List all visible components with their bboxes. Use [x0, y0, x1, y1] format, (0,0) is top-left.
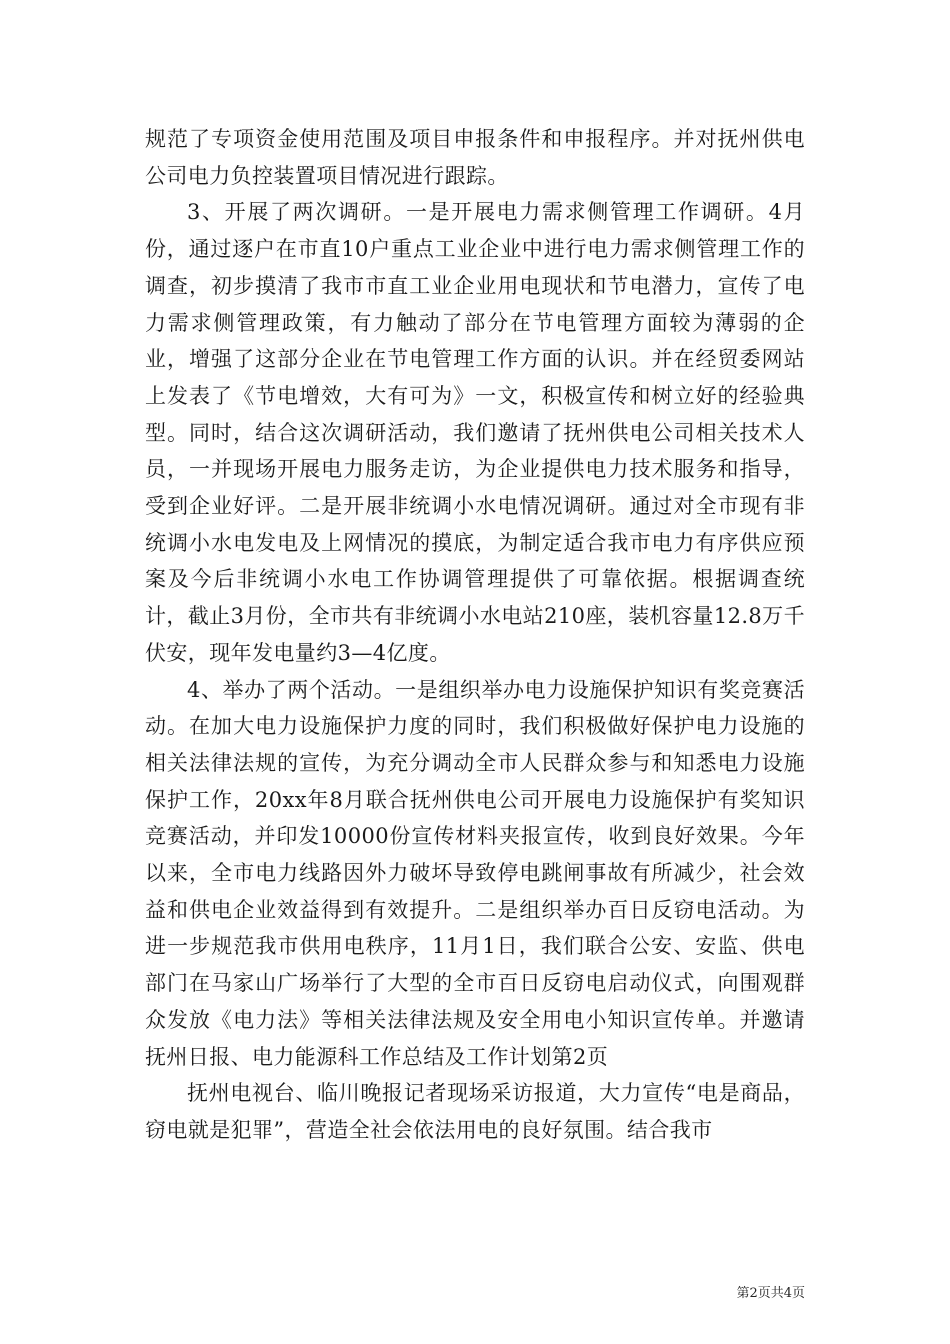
- document-body: [145, 121, 805, 1149]
- paragraph-4: 抚州电视台、临川晚报记者现场采访报道，大力宣传“电是商品，窃电就是犯罪”，营造全社会依法用电的良好氛围。结合我市: [145, 1081, 805, 1142]
- paragraph-3: 4、举办了两个活动。一是组织举办电力设施保护知识有奖竞赛活动。在加大电力设施保护力度的同时，我们积极做好保护电力设施的相关法律法规的宣传，为充分调动全市人民群众参与和知悉电力设施保护工作，20xx年8月联合抚州供电公司开展电力设施保护有奖知识竞赛活动，并印发10000份宣传材料夹报宣传，收到良好效果。今年以来，全市电力线路因外力破坏导致停电跳闸事故有所减少，社会效益和供电企业效益得到有效提升。二是组织举办百日反窃电活动。为进一步规范我市供用电秩序，11月1日，我们联合公安、安监、供电部门在马家山广场举行了大型的全市百日反窃电启动仪式，向围观群众发放《电力法》等相关法律法规及安全用电小知识宣传单。并邀请抚州日报、电力能源科工作总结及工作计划第2页: [145, 677, 805, 1069]
- paragraph-1: 规范了专项资金使用范围及项目申报条件和申报程序。并对抚州供电公司电力负控装置项目情况进行跟踪。: [145, 127, 805, 188]
- page-number-footer: 第2页共4页: [736, 1286, 805, 1301]
- paragraph-2: 3、开展了两次调研。一是开展电力需求侧管理工作调研。4月份，通过逐户在市直10户重点工业企业中进行电力需求侧管理工作的调查，初步摸清了我市市直工业企业用电现状和节电潜力，宣传了电力需求侧管理政策，有力触动了部分在节电管理方面较为薄弱的企业，增强了这部分企业在节电管理工作方面的认识。并在经贸委网站上发表了《节电增效，大有可为》一文，积极宣传和树立好的经验典型。同时，结合这次调研活动，我们邀请了抚州供电公司相关技术人员，一并现场开展电力服务走访，为企业提供电力技术服务和指导，受到企业好评。二是开展非统调小水电情况调研。通过对全市现有非统调小水电发电及上网情况的摸底，为制定适合我市电力有序供应预案及今后非统调小水电工作协调管理提供了可靠依据。根据调查统计，截止3月份，全市共有非统调小水电站210座，装机容量12.8万千伏安，现年发电量约3—4亿度。: [145, 200, 805, 665]
